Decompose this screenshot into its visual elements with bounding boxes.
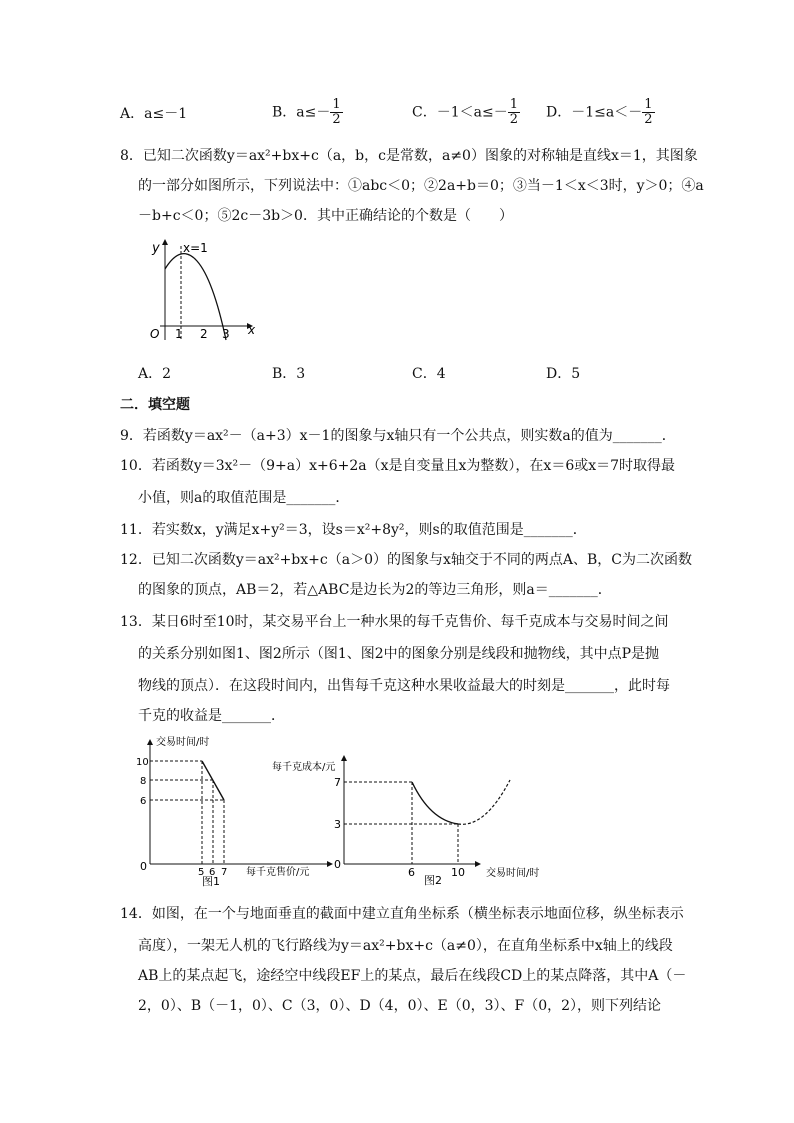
frac-den: 2 xyxy=(644,112,653,127)
section-title-fill-blank: 二．填空题 xyxy=(120,397,190,413)
q13-figure-2 xyxy=(270,752,560,892)
q7-option-c-prefix: C． xyxy=(412,104,437,121)
fig2-parabola-solid xyxy=(412,782,458,824)
q7-b-fraction xyxy=(330,98,342,127)
q13-line-1: 13．某日6时至10时，某交易平台上一种水果的每千克售价、每千克成本与交易时间之间 xyxy=(120,614,669,630)
fig2-x6: 6 xyxy=(408,866,415,879)
q10-line-2: 小值，则a的取值范围是_______． xyxy=(138,490,350,506)
q11-line: 11．若实数x，y满足x+y²＝3，设s＝x²+8y²，则s的取值范围是_______． xyxy=(120,522,587,538)
q7-option-a-text: a≤－1 xyxy=(144,106,188,122)
fig2-y-title: 每千克成本/元 xyxy=(272,762,336,773)
fig1-caption: 图1 xyxy=(202,875,220,888)
q7-option-d-prefix: D． xyxy=(546,104,572,121)
q10-line-1: 10．若函数y＝3x²－（9+a）x+6+2a（x是自变量且x为整数），在x＝6或x＝7时取得最 xyxy=(120,458,676,474)
q12-line-2: 的图象的顶点，AB＝2，若△ABC是边长为2的等边三角形，则a＝_______． xyxy=(138,582,612,598)
q8-tick-3: 3 xyxy=(222,327,230,341)
fig1-y-title: 交易时间/时 xyxy=(156,737,210,748)
q7-d-fraction xyxy=(642,98,654,127)
q9-line: 9．若函数y＝ax²－（a+3）x－1的图象与x轴只有一个公共点，则实数a的值为_______． xyxy=(120,428,676,444)
frac-den: 2 xyxy=(332,112,341,127)
q7-option-c[interactable] xyxy=(412,98,520,127)
q8-option-d[interactable]: D．5 xyxy=(546,366,581,382)
q13-line-2: 的关系分别如图1、图2所示（图1、图2中的图象分别是线段和抛物线，其中点P是抛 xyxy=(138,646,660,662)
q14-line-3: AB上的某点起飞，途经空中线段EF上的某点，最后在线段CD上的某点降落，其中A（－ xyxy=(138,968,687,984)
q8-line-3: －b+c＜0；⑤2c－3b＞0．其中正确结论的个数是（ ） xyxy=(138,208,513,224)
frac-num: 1 xyxy=(644,97,653,112)
frac-den: 2 xyxy=(509,112,518,127)
q8-option-a[interactable]: A．2 xyxy=(138,366,172,382)
q8-y-label: y xyxy=(152,241,160,256)
fig2-caption: 图2 xyxy=(424,874,442,887)
q8-option-c[interactable]: C．4 xyxy=(412,366,446,382)
q14-line-4: 2，0）、B（－1，0）、C（3，0）、D（4，0）、E（0，3）、F（0，2），则下列结论 xyxy=(138,998,662,1014)
fig2-x10: 10 xyxy=(451,866,465,879)
q7-c-fraction xyxy=(508,98,520,127)
q7-option-b-text: a≤－ xyxy=(296,104,331,121)
q8-axis-label: x=1 xyxy=(183,241,208,255)
q7-option-a-prefix: A． xyxy=(120,106,145,122)
fig2-y3: 3 xyxy=(334,818,341,831)
fig1-x-title: 每千克售价/元 xyxy=(246,867,310,878)
fig1-x7: 7 xyxy=(221,867,228,878)
fig2-x-title: 交易时间/时 xyxy=(486,868,540,879)
fig2-y7: 7 xyxy=(334,776,341,789)
q12-line-1: 12．已知二次函数y＝ax²+bx+c（a＞0）的图象与x轴交于不同的两点A、B，C为二次函数 xyxy=(120,552,692,568)
frac-num: 1 xyxy=(509,97,518,112)
q8-parabola-graph xyxy=(140,236,270,346)
q8-line-2: 的一部分如图所示，下列说法中：①abc＜0；②2a+b＝0；③当－1＜x＜3时，y＞0；④a xyxy=(138,178,704,194)
q7-option-d[interactable] xyxy=(546,98,655,127)
q8-origin-label: O xyxy=(150,327,160,341)
q8-option-b[interactable]: B．3 xyxy=(272,366,306,382)
fig1-origin: 0 xyxy=(140,860,147,873)
fig2-origin: 0 xyxy=(334,858,341,871)
q14-line-1: 14．如图，在一个与地面垂直的截面中建立直角坐标系（横坐标表示地面位移，纵坐标表示 xyxy=(120,906,684,922)
q8-tick-2: 2 xyxy=(200,327,208,341)
fig1-x5: 5 xyxy=(198,867,205,878)
q8-tick-1: 1 xyxy=(175,327,183,341)
fig1-y8: 8 xyxy=(140,776,147,787)
q7-option-b-prefix: B． xyxy=(272,104,297,121)
frac-num: 1 xyxy=(332,97,341,112)
fig1-y10: 10 xyxy=(136,757,149,768)
fig1-y6: 6 xyxy=(140,796,147,807)
q7-option-d-text: －1≤a＜－ xyxy=(571,104,643,121)
q13-line-4: 千克的收益是_______． xyxy=(138,708,285,724)
q13-line-3: 物线的顶点）．在这段时间内，出售每千克这种水果收益最大的时刻是_______，此时每 xyxy=(138,678,670,694)
q14-line-2: 高度），一架无人机的飞行路线为y＝ax²+bx+c（a≠0），在直角坐标系中x轴上的线段 xyxy=(138,938,673,954)
fig1-x6: 6 xyxy=(209,867,216,878)
q7-option-b[interactable] xyxy=(272,98,343,127)
q7-option-a[interactable] xyxy=(120,104,187,124)
q8-x-label: x xyxy=(248,323,256,337)
q7-option-c-text: －1＜a≤－ xyxy=(436,104,508,121)
q8-line-1: 8．已知二次函数y＝ax²+bx+c（a，b，c是常数，a≠0）图象的对称轴是直线x＝1，其图象 xyxy=(120,148,698,164)
fig2-parabola-dashed xyxy=(458,780,510,824)
